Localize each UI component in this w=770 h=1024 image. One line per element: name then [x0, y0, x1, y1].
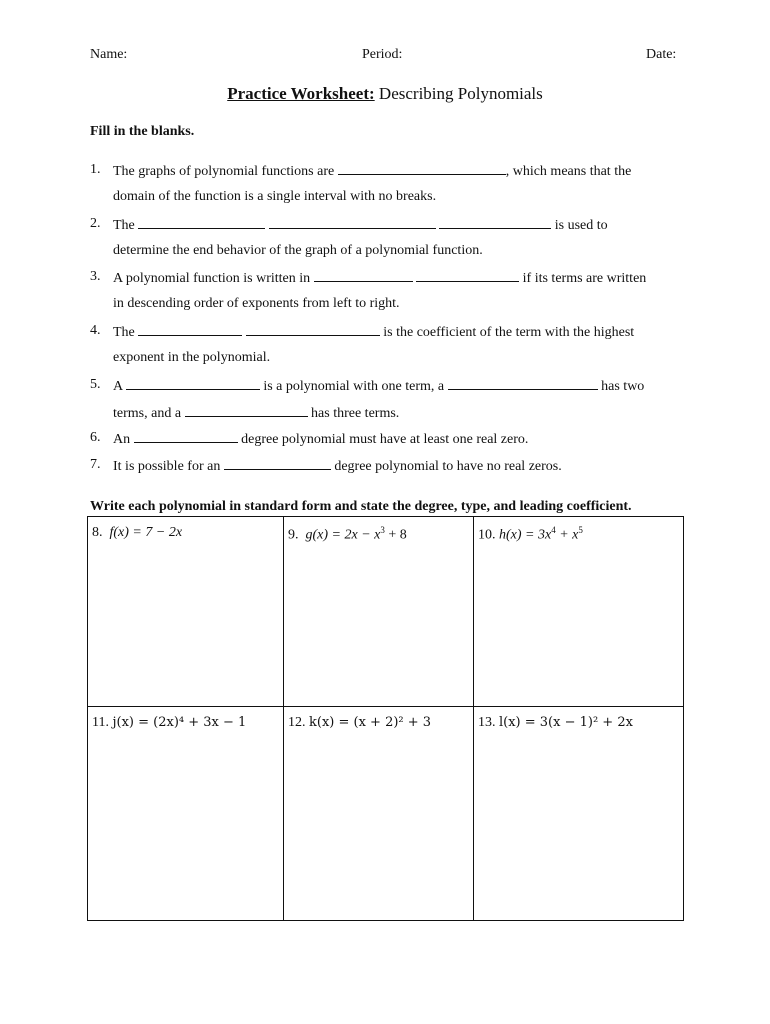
question-number: 1.	[90, 162, 101, 177]
answer-blank[interactable]	[314, 268, 413, 282]
question-number: 4.	[90, 323, 101, 338]
exponent: 4	[551, 525, 556, 535]
answer-blank[interactable]	[138, 215, 265, 229]
question-number: 5.	[90, 377, 101, 392]
question-text: degree polynomial must have at least one real zero.	[237, 432, 529, 447]
question-text: terms, and a	[113, 406, 185, 421]
problem-expression: h(x) = 3x	[499, 527, 552, 543]
question-text: The	[113, 325, 139, 340]
answer-blank[interactable]	[448, 376, 598, 390]
question-number: 2.	[90, 216, 101, 231]
question-text: is a polynomial with one term, a	[259, 379, 448, 394]
problem-number: 10.	[478, 527, 496, 543]
date-label: Date:	[646, 47, 677, 62]
question-text: is used to	[551, 218, 608, 233]
problem-expression: l(x) = 3(x − 1)² + 2x	[499, 715, 633, 730]
problem-expression: + x	[555, 527, 579, 543]
question-text: has two	[597, 379, 645, 394]
question-text: , which means that the	[505, 164, 632, 179]
question-text: domain of the function is a single interval with no breaks.	[113, 189, 437, 204]
fill-heading: Fill in the blanks.	[90, 124, 195, 139]
page-title	[0, 84, 770, 104]
problem-number: 13.	[478, 715, 496, 730]
question-text: exponent in the polynomial.	[113, 350, 271, 365]
problem-number: 12.	[288, 715, 306, 730]
title-bold: Practice Worksheet:	[227, 84, 375, 103]
problem-expression: f(x) = 7 − 2x	[109, 525, 183, 540]
problem-12-cell[interactable]	[284, 707, 473, 920]
question-number: 7.	[90, 457, 101, 472]
question-text: A	[113, 379, 126, 394]
question-text: determine the end behavior of the graph of a polynomial function.	[113, 243, 483, 258]
question-text: It is possible for an	[113, 459, 224, 474]
answer-blank[interactable]	[246, 322, 380, 336]
problem-number: 8.	[92, 525, 103, 540]
answer-blank[interactable]	[338, 161, 506, 175]
name-label: Name:	[90, 47, 128, 62]
problem-13-cell[interactable]	[474, 707, 684, 920]
question-text: The graphs of polynomial functions are	[113, 164, 338, 179]
period-label: Period:	[362, 47, 403, 62]
question-text: An	[113, 432, 134, 447]
title-rest: Describing Polynomials	[374, 84, 543, 103]
problem-9-cell[interactable]	[284, 517, 473, 706]
answer-blank[interactable]	[134, 429, 238, 443]
answer-blank[interactable]	[126, 376, 260, 390]
exponent: 3	[380, 525, 385, 535]
problem-expression: g(x) = 2x − x	[305, 527, 381, 543]
question-text: in descending order of exponents from left to right.	[113, 296, 400, 311]
answer-blank[interactable]	[416, 268, 519, 282]
problem-8-cell[interactable]	[88, 517, 283, 706]
question-text: The	[113, 218, 139, 233]
question-text: is the coefficient of the term with the highest	[379, 325, 635, 340]
answer-blank[interactable]	[138, 322, 242, 336]
question-text: A polynomial function is written in	[113, 271, 314, 286]
problem-grid	[87, 516, 684, 921]
question-text: if its terms are written	[519, 271, 647, 286]
question-number: 3.	[90, 269, 101, 284]
problem-10-cell[interactable]	[474, 517, 684, 706]
question-text: degree polynomial to have no real zeros.	[330, 459, 562, 474]
answer-blank[interactable]	[185, 403, 308, 417]
question-text: has three terms.	[307, 406, 400, 421]
answer-blank[interactable]	[224, 456, 331, 470]
write-heading: Write each polynomial in standard form and state the degree, type, and leading coefficient.	[90, 499, 632, 514]
problem-number: 9.	[288, 527, 299, 543]
problem-expression: j(x) = (2x)⁴ + 3x − 1	[112, 715, 247, 730]
problem-expression: + 8	[384, 527, 407, 543]
problem-expression: k(x) = (x + 2)² + 3	[309, 715, 432, 730]
answer-blank[interactable]	[439, 215, 551, 229]
problem-11-cell[interactable]	[88, 707, 283, 920]
exponent: 5	[578, 525, 583, 535]
problem-number: 11.	[92, 715, 109, 730]
answer-blank[interactable]	[269, 215, 436, 229]
question-number: 6.	[90, 430, 101, 445]
